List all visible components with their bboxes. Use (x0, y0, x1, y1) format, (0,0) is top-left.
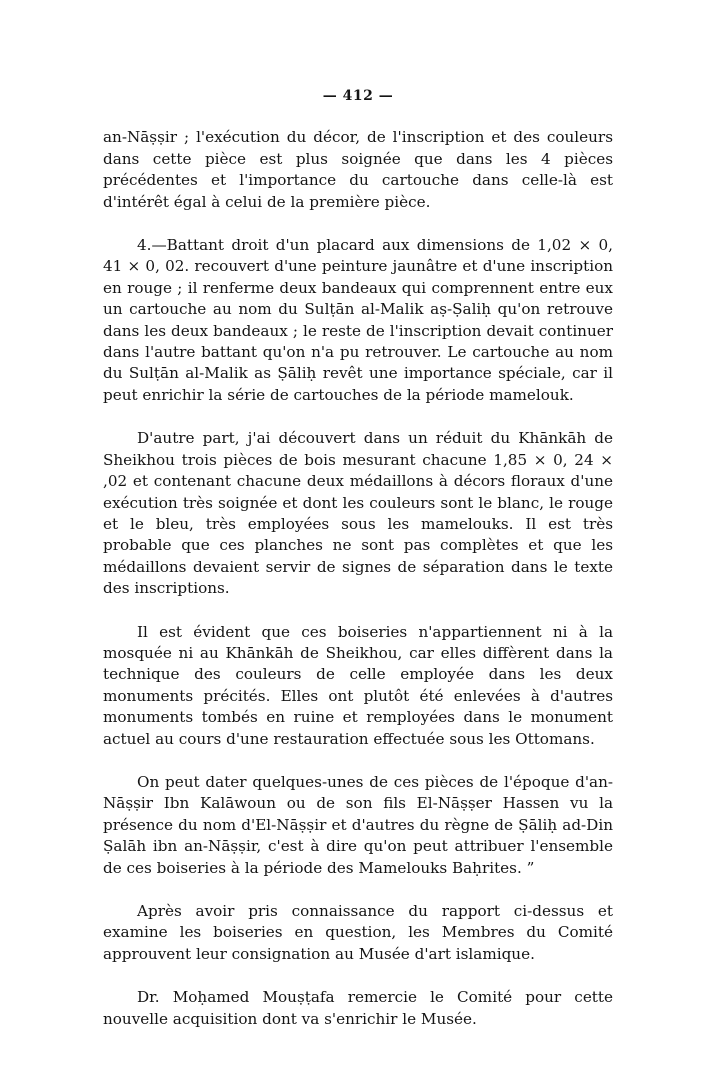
paragraph-dating: On peut dater quelques-unes de ces pièces de l'époque d'an-Nāṣṣir Ibn Kalāwoun ou de son fils El-Nāṣṣer Hassen vu la présence du nom d'El-Nāṣṣir et d'autres du règne de Ṣāliḥ ad-Din Ṣalāh ibn an-Nāṣṣir, c'est à dire qu'on peut attribuer l'ensemble de ces boiseries à la période des Mamelouks Baḥrites. ” (103, 772, 613, 877)
paragraph-thanks: Dr. Moḥamed Mouṣṭafa remercie le Comité pour cette nouvelle acquisition dont va s'enrichir le Musée. (103, 988, 613, 1028)
paragraph-sheikhou-pieces: D'autre part, j'ai découvert dans un réduit du Khānkāh de Sheikhou trois pièces de bois mesurant chacune 1,85 × 0, 24 × ,02 et contenant chacune deux médaillons à décors floraux d'une exécution très soignée et dont les couleurs sont le blanc, le rouge et le bleu, très employées sous les mamelouks. Il est très probable que ces planches ne sont pas complètes et que les médaillons devaient servir de signes de séparation dans le texte des inscriptions. (103, 429, 613, 598)
paragraph-committee-approval: Après avoir pris connaissance du rapport ci-dessus et examine les boiseries en question, les Membres du Comité approuvent leur consignation au Musée d'art islamique. (103, 902, 613, 963)
page-number: — 412 — (322, 88, 394, 104)
paragraph-item-4: 4.—Battant droit d'un placard aux dimensions de 1,02 × 0, 41 × 0, 02. recouvert d'une peinture jaunâtre et d'une inscription en rouge ; il renferme deux bandeaux qui comprennent entre eux un cartouche au nom du Sulṭān al-Malik aṣ-Ṣaliḥ qu'on retrouve dans les deux bandeaux ; le reste de l'inscription devait continuer dans l'autre battant qu'on n'a pu retrouver. Le cartouche au nom du Sulṭān al-Malik as Ṣāliḥ revêt une importance spéciale, car il peut enrichir la série de cartouches de la période mamelouk. (103, 236, 613, 404)
paragraph-boiseries-origin: Il est évident que ces boiseries n'appartiennent ni à la mosquée ni au Khānkāh de Sheikhou, car elles diffèrent dans la technique des couleurs de celle employée dans les deux monuments précités. Elles ont plutôt été enlevées à d'autres monuments tombés en ruine et remployées dans le monument actuel au cours d'une restauration effectuée sous les Ottomans. (103, 622, 613, 748)
paragraph-continuation: an-Nāṣṣir ; l'exécution du décor, de l'inscription et des couleurs dans cette pièce est plus soignée que dans les 4 pièces précédentes et l'importance du cartouche dans celle-là est d'intérêt égal à celui de la première pièce. (103, 128, 613, 211)
document-page (103, 86, 613, 1052)
